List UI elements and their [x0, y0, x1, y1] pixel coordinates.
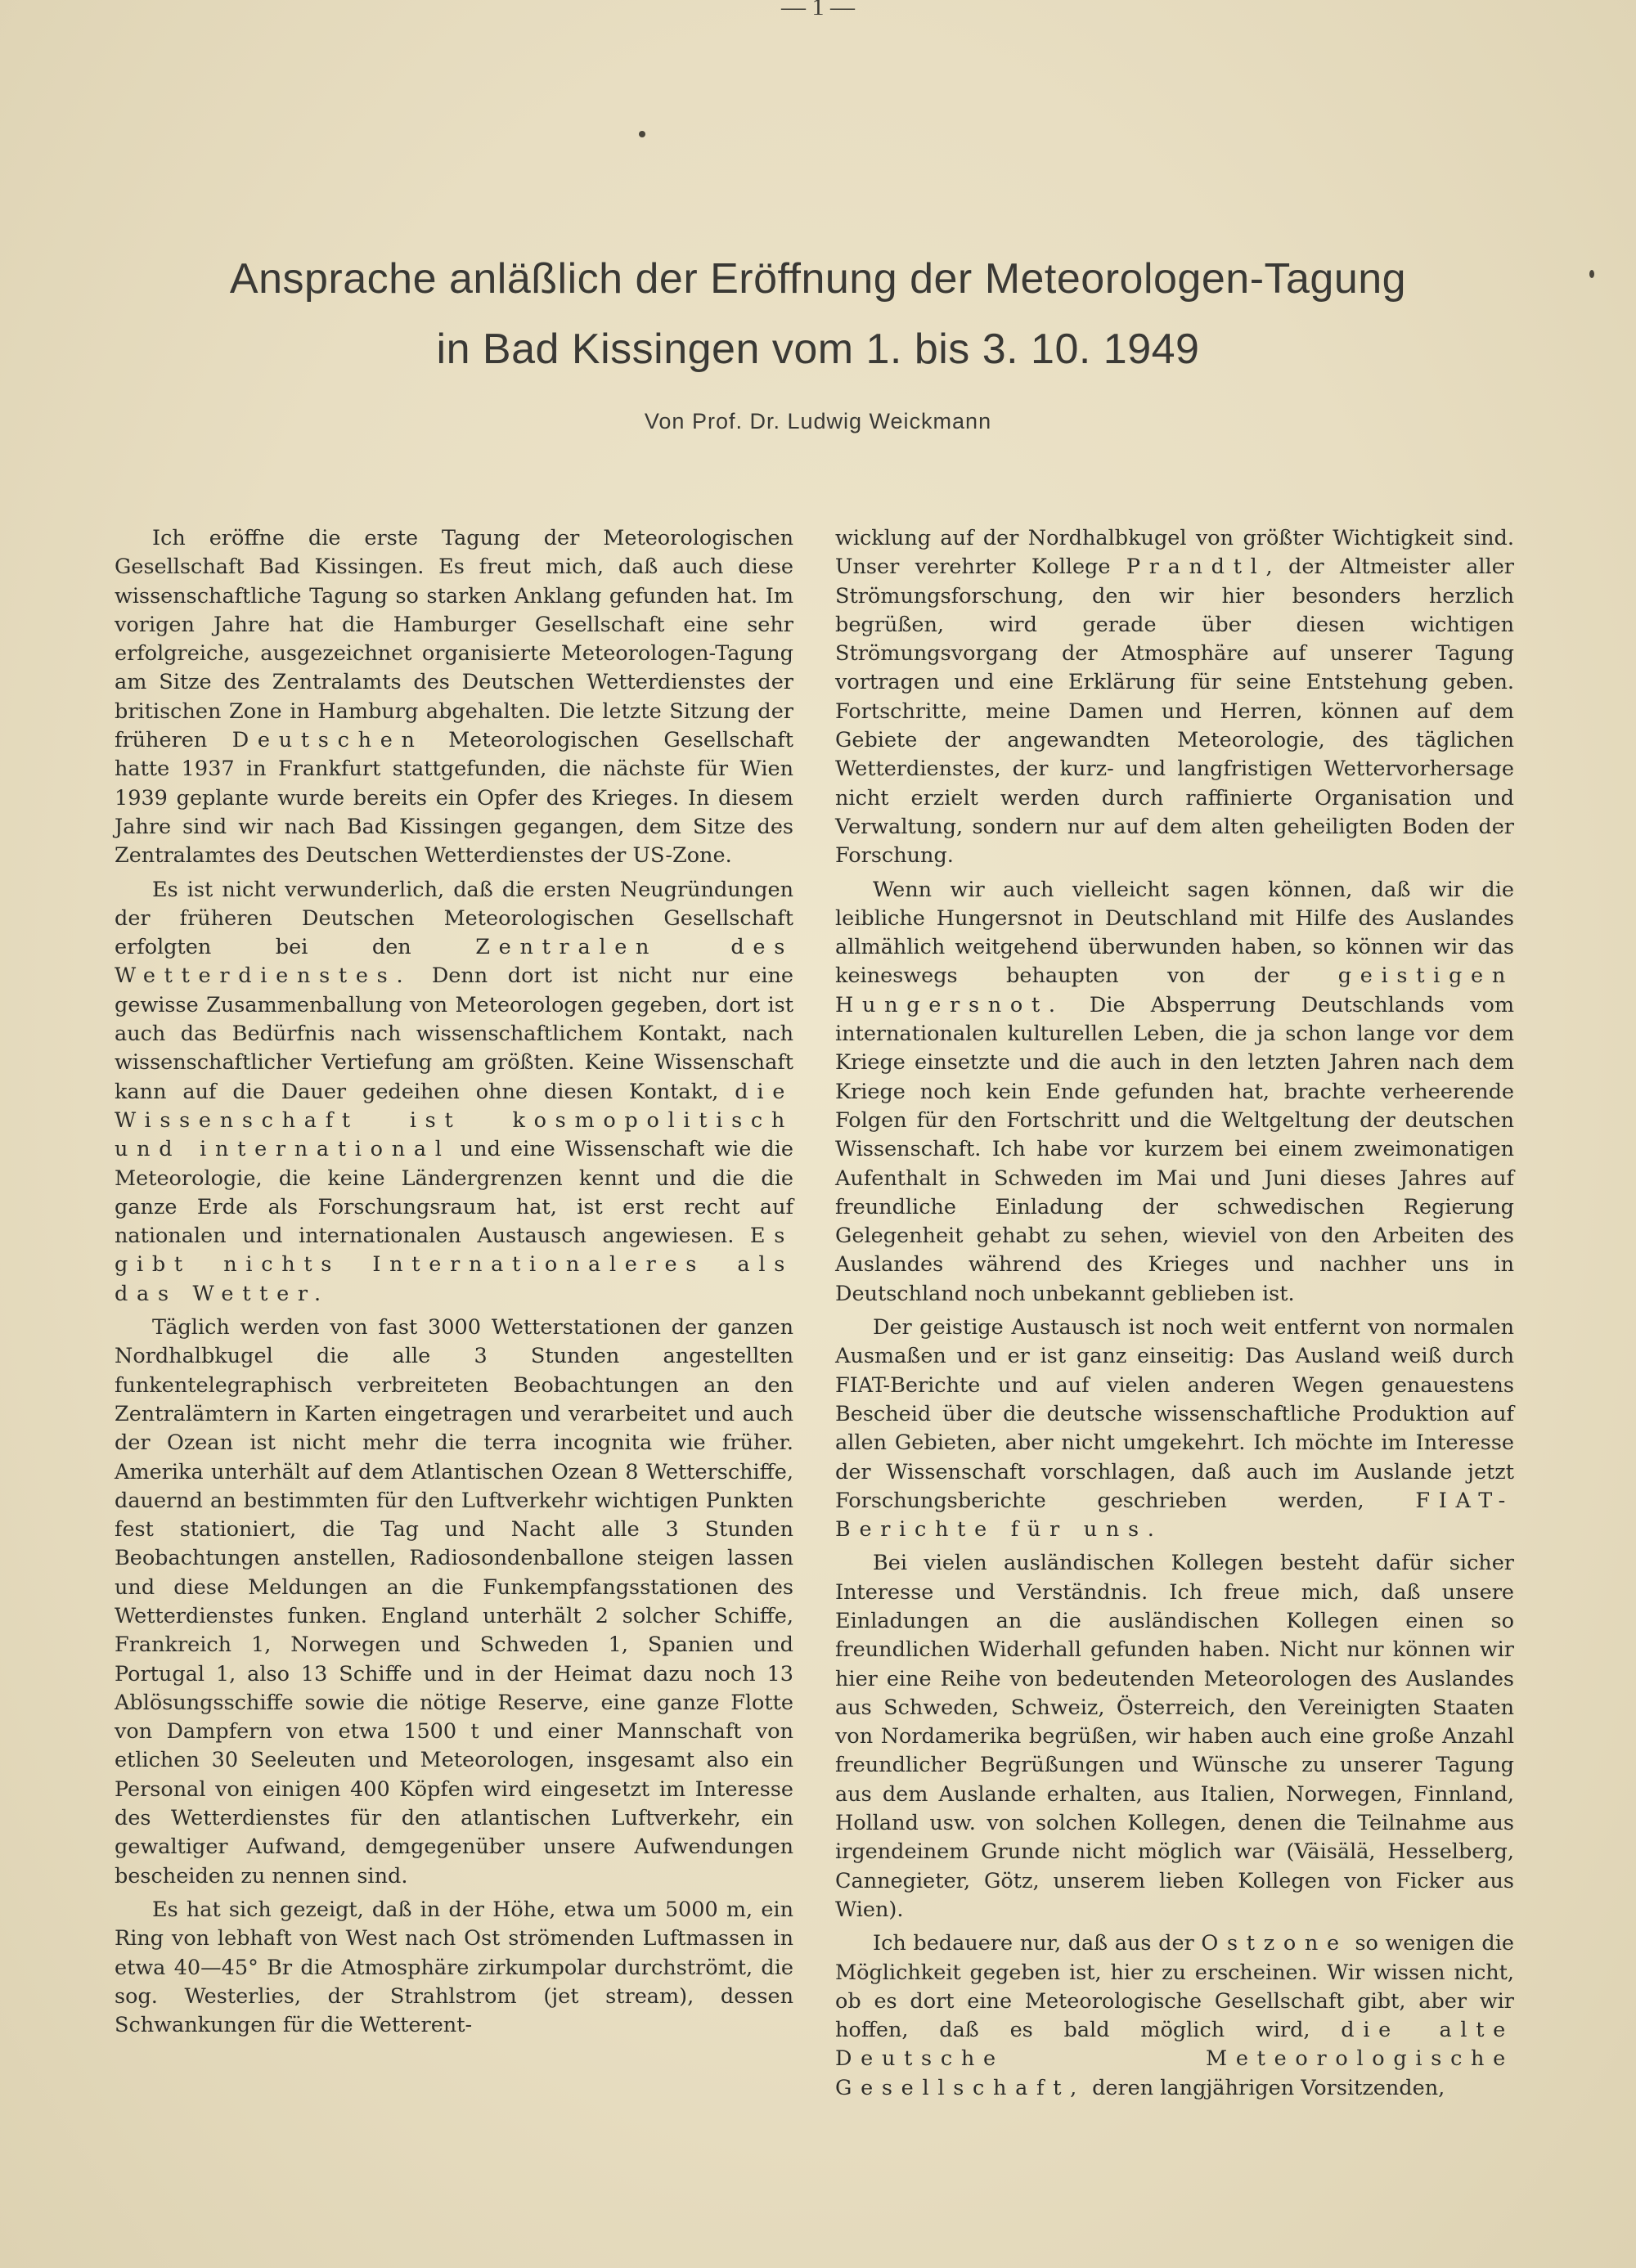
paragraph-text: Der geistige Austausch ist noch weit entfernt von normalen Ausmaßen und er ist ganz einseitig: Das Ausland weiß durch FIAT-Berichte und auf vielen anderen Wegen genauestens Bescheid über die deutsche wissenschaftliche Produktion auf allen Gebieten, aber nicht umgekehrt. Ich möchte im Interesse der Wissenschaft vorschlagen, daß auch im Auslande jetzt Forschungsberichte geschrieben werden, [835, 1315, 1514, 1513]
paragraph-text: Denn dort ist nicht nur eine gewisse Zusammenballung von Meteorologen gegeben, dort ist auch das Bedürfnis nach wissenschaftlichem Kontakt, nach wissenschaftlicher Vertiefung am größten. Keine Wissenschaft kann auf die Dauer gedeihen ohne diesen Kontakt, [115, 963, 793, 1104]
paragraph: Es hat sich gezeigt, daß in der Höhe, etwa um 5000 m, ein Ring von lebhaft von West nach Ost strömenden Luftmassen in etwa 40—45° Br die Atmosphäre zirkumpolar durchströmt, die sog. Westerlies, der Strahlstrom (jet stream), dessen Schwankungen für die Wetterent- [115, 1897, 793, 2038]
spaced-emphasis: FIAT-Berichte für uns. [835, 1488, 1514, 1543]
article-title [82, 244, 1554, 384]
spaced-emphasis: die Wissenschaft ist kosmopolitisch und international [115, 1079, 793, 1162]
spaced-emphasis: Zentralen des Wetterdienstes. [115, 935, 793, 989]
speck-mark [1589, 270, 1594, 278]
paragraph [835, 1929, 1514, 2103]
right-column [835, 524, 1514, 2103]
paragraph-text: Meteorologischen Gesellschaft hatte 1937 in Frankfurt stattgefunden, die nächste für Wien 1939 geplante wurde bereits ein Opfer des Krieges. In diesem Jahre sind wir nach Bad Kissingen gegangen, dem Sitze des Zentralamtes des Deutschen Wetterdienstes der US-Zone. [115, 728, 793, 869]
paragraph-text: wicklung auf der Nordhalbkugel von größter Wichtigkeit sind. Unser verehrter Kollege [835, 526, 1514, 580]
paragraph-text: Ich bedauere nur, daß aus der [873, 1931, 1202, 1956]
paragraph: Täglich werden von fast 3000 Wetterstationen der ganzen Nordhalbkugel die alle 3 Stunden angestellten funkentelegraphisch verbreiteten Beobachtungen an den Zentralämtern in Karten eingetragen und verarbeitet und auch der Ozean ist nicht mehr die terra incognita wie früher. Amerika unterhält auf dem Atlantischen Ozean 8 Wetterschiffe, dauernd an bestimmten für den Luftverkehr wichtigen Punkten fest stationiert, die Tag und Nacht alle 3 Stunden Beobachtungen anstellen, Radiosondenballone steigen lassen und diese Meldungen an die Funkempfangsstationen des Wetterdienstes funken. England unterhält 2 solcher Schiffe, Frankreich 1, Norwegen und Schweden 1, Spanien und Portugal 1, also 13 Schiffe und in der Heimat dazu noch 13 Ablösungsschiffe sowie die nötige Reserve, eine ganze Flotte von Dampfern von etwa 1500 t und einer Mannschaft von etlichen 30 Seeleuten und Meteorologen, insgesamt also ein Personal von einigen 400 Köpfen wird eingesetzt im Interesse des Wetterdienstes für den atlantischen Luftverkehr, ein gewaltiger Aufwand, demgegenüber unsere Aufwendungen bescheiden zu nennen sind. [115, 1315, 793, 1889]
spaced-emphasis: geistigen Hungersnot. [835, 963, 1514, 1017]
paragraph-text: deren langjährigen Vorsitzenden, [1085, 2075, 1445, 2100]
page-number: — 1 — [781, 0, 855, 20]
paragraph [835, 524, 1514, 871]
paragraph-text: Wenn wir auch vielleicht sagen können, daß wir die leibliche Hungersnot in Deutschland mit Hilfe des Auslandes allmählich weitgehend überwunden haben, so können wir das keineswegs behaupten von der [835, 877, 1514, 989]
title-line-1: Ansprache anläßlich der Eröffnung der Meteorologen-Tagung [229, 255, 1407, 303]
paragraph-text: Ich eröffne die erste Tagung der Meteorologischen Gesellschaft Bad Kissingen. Es freut mich, daß auch diese wissenschaftliche Tagung so starken Anklang gefunden hat. Im vorigen Jahre hat die Hamburger Gesellschaft eine sehr erfolgreiche, ausgezeichnet organisierte Meteorologen-Tagung am Sitze des Zentralamts des Deutschen Wetterdienstes der britischen Zone in Hamburg abgehalten. Die letzte Sitzung der früheren [115, 526, 793, 753]
speck-mark [639, 131, 645, 137]
paragraph-text: und eine Wissenschaft wie die Meteorologie, die keine Ländergrenzen kennt und die die ganze Erde als Forschungsraum hat, ist erst recht auf nationalen und internationalen Austausch angewiesen. [115, 1137, 793, 1249]
paragraph-text: , der Altmeister aller Strömungsforschung, den wir hier besonders herzlich begrüßen, wird gerade über diesen wichtigen Strömungsvorgang der Atmosphäre auf unserer Tagung vortragen und eine Erklärung für seine Entstehung geben. Fortschritte, meine Damen und Herren, können auf dem Gebiete der angewandten Meteorologie, des täglichen Wetterdienstes, der kurz- und langfristigen Wettervorhersage nicht erzielt werden durch raffinierte Organisation und Verwaltung, sondern nur auf dem alten geheiligten Boden der Forschung. [835, 555, 1514, 869]
author-byline: Von Prof. Dr. Ludwig Weickmann [644, 409, 992, 433]
paragraph-text: Die Absperrung Deutschlands vom internationalen kulturellen Leben, die ja schon lange vor dem Kriege einsetzte und die auch in den letzten Jahren nach dem Kriege noch kein Ende gefunden hat, brachte verheerende Folgen für den Fortschritt und die Weltgeltung der deutschen Wissenschaft. Ich habe vor kurzem bei einem zweimonatigen Aufenthalt in Schweden im Mai und Juni dieses Jahres auf freundliche Einladung der schwedischen Regierung Gelegenheit gehabt zu sehen, wieviel von den Arbeiten des Auslandes während des Krieges und nachher uns in Deutschland noch unbekannt geblieben ist. [835, 992, 1514, 1306]
paragraph-text: Es ist nicht verwunderlich, daß die ersten Neugründungen der früheren Deutschen Meteorologischen Gesellschaft erfolgten bei den [115, 877, 793, 960]
paragraph: Bei vielen ausländischen Kollegen besteht dafür sicher Interesse und Verständnis. Ich freue mich, daß unsere Einladungen an die ausländischen Kollegen einen so freundlichen Widerhall gefunden haben. Nicht nur können wir hier eine Reihe von bedeutenden Meteorologen des Auslandes aus Schweden, Schweiz, Österreich, den Vereinigten Staaten von Nordamerika begrüßen, wir haben auch eine große Anzahl freundlicher Begrüßungen und Wünsche zu unserer Tagung aus dem Auslande erhalten, aus Italien, Norwegen, Finnland, Holland usw. von solchen Kollegen, denen die Teilnahme aus irgendeinem Grunde nicht möglich war (Väisälä, Hesselberg, Cannegieter, Götz, unserem lieben Kollegen von Ficker aus Wien). [835, 1551, 1514, 1922]
paragraph [835, 876, 1514, 1309]
spaced-emphasis: Deutschen [231, 728, 424, 753]
left-column [115, 524, 793, 2040]
spaced-emphasis: Ostzone [1201, 1931, 1348, 1956]
spaced-emphasis: die alte Deutsche Meteorologische Gesellschaft, [835, 2018, 1514, 2100]
paragraph [115, 876, 793, 1309]
title-line-2: in Bad Kissingen vom 1. bis 3. 10. 1949 [436, 326, 1200, 373]
spaced-emphasis: Es gibt nichts Internationaleres als das Wetter. [115, 1224, 793, 1306]
paragraph [835, 1314, 1514, 1544]
paragraph [115, 524, 793, 871]
paragraph-text: so wenigen die Möglichkeit gegeben ist, hier zu erscheinen. Wir wissen nicht, ob es dort eine Meteorologische Gesellschaft gibt, aber wir hoffen, daß es bald möglich wird, [835, 1931, 1514, 2043]
spaced-emphasis: Prandtl [1126, 555, 1266, 580]
